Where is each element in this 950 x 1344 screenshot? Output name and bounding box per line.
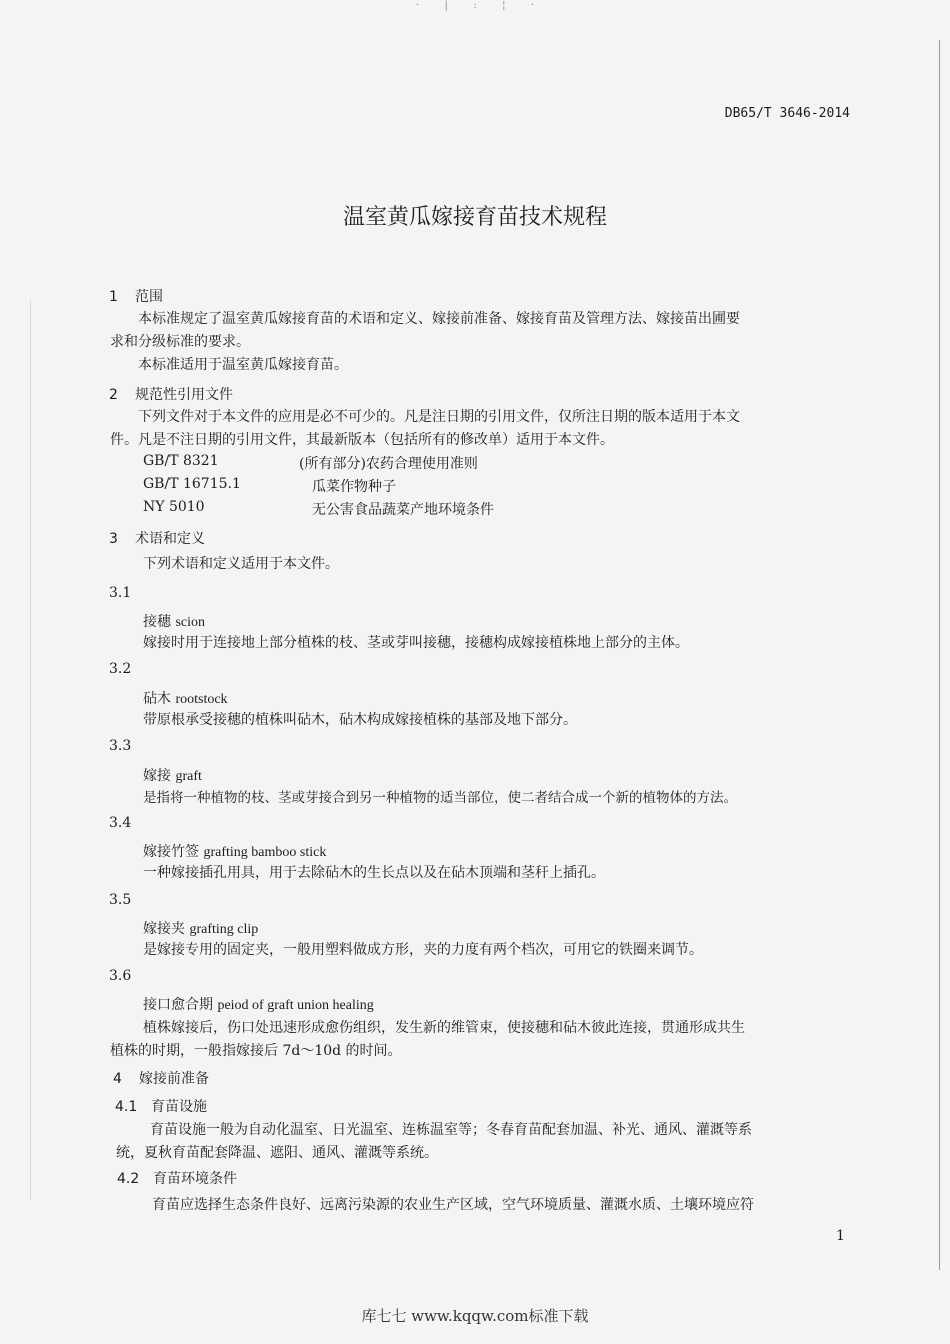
section-1-heading (109, 286, 163, 306)
page-number: 1 (836, 1228, 845, 1244)
paragraph-line: 育苗设施一般为自动化温室、日光温室、连栋温室等；冬春育苗配套加温、补光、通风、灌溉等系 (150, 1122, 752, 1138)
paragraph-line: 育苗应选择生态条件良好、远离污染源的农业生产区域，空气环境质量、灌溉水质、土壤环境应符 (152, 1197, 754, 1213)
term-name: 接穗 (143, 614, 171, 630)
section-title: 嫁接前准备 (139, 1071, 209, 1087)
clause-number: 3.4 (109, 815, 132, 831)
term-heading (143, 994, 374, 1014)
reference-title: 瓜菜作物种子 (312, 479, 396, 495)
term-name: 嫁接竹签 (143, 844, 199, 860)
subsection-number: 4.2 (117, 1171, 140, 1187)
subsection-title: 育苗环境条件 (153, 1171, 237, 1187)
term-name: 嫁接夹 (143, 921, 185, 937)
term-definition: 带原根承受接穗的植株叫砧木，砧木构成嫁接植株的基部及地下部分。 (143, 712, 577, 728)
standard-code: DB65/T 3646-2014 (724, 106, 850, 121)
section-title: 术语和定义 (135, 531, 205, 547)
paragraph-line: 统，夏秋育苗配套降温、遮阳、通风、灌溉等系统。 (116, 1145, 438, 1161)
clause-number: 3.5 (109, 892, 132, 908)
paragraph-line: 下列文件对于本文件的应用是必不可少的。凡是注日期的引用文件，仅所注日期的版本适用于本文 (138, 409, 740, 425)
term-name: 嫁接 (143, 768, 171, 784)
subsection-number: 4.1 (115, 1099, 138, 1115)
section-4-heading (113, 1068, 209, 1088)
clause-number: 3.1 (109, 585, 132, 601)
term-english: scion (175, 615, 206, 630)
scan-edge-shadow (30, 300, 31, 1200)
paragraph-line: 下列术语和定义适用于本文件。 (143, 556, 339, 572)
scan-marks: · | : ¦ · (415, 0, 535, 11)
section-title: 范围 (135, 289, 163, 305)
clause-number: 3.6 (109, 968, 132, 984)
paragraph-line: 求和分级标准的要求。 (110, 334, 250, 350)
term-definition: 嫁接时用于连接地上部分植株的枝、茎或芽叫接穗，接穗构成嫁接植株地上部分的主体。 (143, 635, 689, 651)
paragraph-line: 本标准适用于温室黄瓜嫁接育苗。 (138, 357, 348, 373)
term-definition: 植株的时期，一般指嫁接后 7d～10d 的时间。 (110, 1043, 402, 1059)
term-english: graft (175, 769, 202, 784)
term-definition: 一种嫁接插孔用具，用于去除砧木的生长点以及在砧木顶端和茎秆上插孔。 (143, 865, 605, 881)
reference-title: (所有部分)农药合理使用准则 (299, 456, 478, 472)
subsection-4-1-heading (115, 1096, 207, 1116)
subsection-title: 育苗设施 (151, 1099, 207, 1115)
term-english: grafting clip (189, 922, 259, 937)
reference-code: GB/T 8321 (143, 453, 219, 469)
term-name: 接口愈合期 (143, 997, 213, 1013)
section-number: 2 (109, 387, 118, 403)
term-english: rootstock (175, 692, 228, 707)
reference-title: 无公害食品蔬菜产地环境条件 (312, 502, 494, 518)
term-definition: 植株嫁接后，伤口处迅速形成愈伤组织，发生新的维管束，使接穗和砧木彼此连接，贯通形成共生 (143, 1020, 745, 1036)
term-heading (143, 765, 202, 785)
term-english: grafting bamboo stick (203, 845, 327, 860)
term-definition: 是指将一种植物的枝、茎或芽接合到另一种植物的适当部位，使二者结合成一个新的植物体的方法。 (143, 790, 737, 806)
reference-code: NY 5010 (143, 499, 205, 515)
section-number: 1 (109, 289, 118, 305)
term-heading (143, 688, 228, 708)
paragraph-line: 件。凡是不注日期的引用文件，其最新版本（包括所有的修改单）适用于本文件。 (110, 432, 614, 448)
reference-code: GB/T 16715.1 (143, 476, 241, 492)
section-number: 4 (113, 1071, 122, 1087)
term-english: peiod of graft union healing (217, 998, 374, 1013)
paragraph-line: 本标准规定了温室黄瓜嫁接育苗的术语和定义、嫁接前准备、嫁接育苗及管理方法、嫁接苗出圃要 (138, 311, 740, 327)
term-name: 砧木 (143, 691, 171, 707)
term-definition: 是嫁接专用的固定夹，一般用塑料做成方形，夹的力度有两个档次，可用它的铁圈来调节。 (143, 942, 703, 958)
section-title: 规范性引用文件 (135, 387, 233, 403)
term-heading (143, 611, 205, 631)
section-2-heading (109, 384, 233, 404)
section-number: 3 (109, 531, 118, 547)
clause-number: 3.3 (109, 738, 132, 754)
term-heading (143, 841, 326, 861)
subsection-4-2-heading (117, 1168, 237, 1188)
section-3-heading (109, 528, 205, 548)
document-title: 温室黄瓜嫁接育苗技术规程 (342, 205, 607, 230)
term-heading (143, 918, 258, 938)
watermark-footer: 库七七 www.kqqw.com标准下载 (361, 1307, 589, 1325)
clause-number: 3.2 (109, 661, 132, 677)
